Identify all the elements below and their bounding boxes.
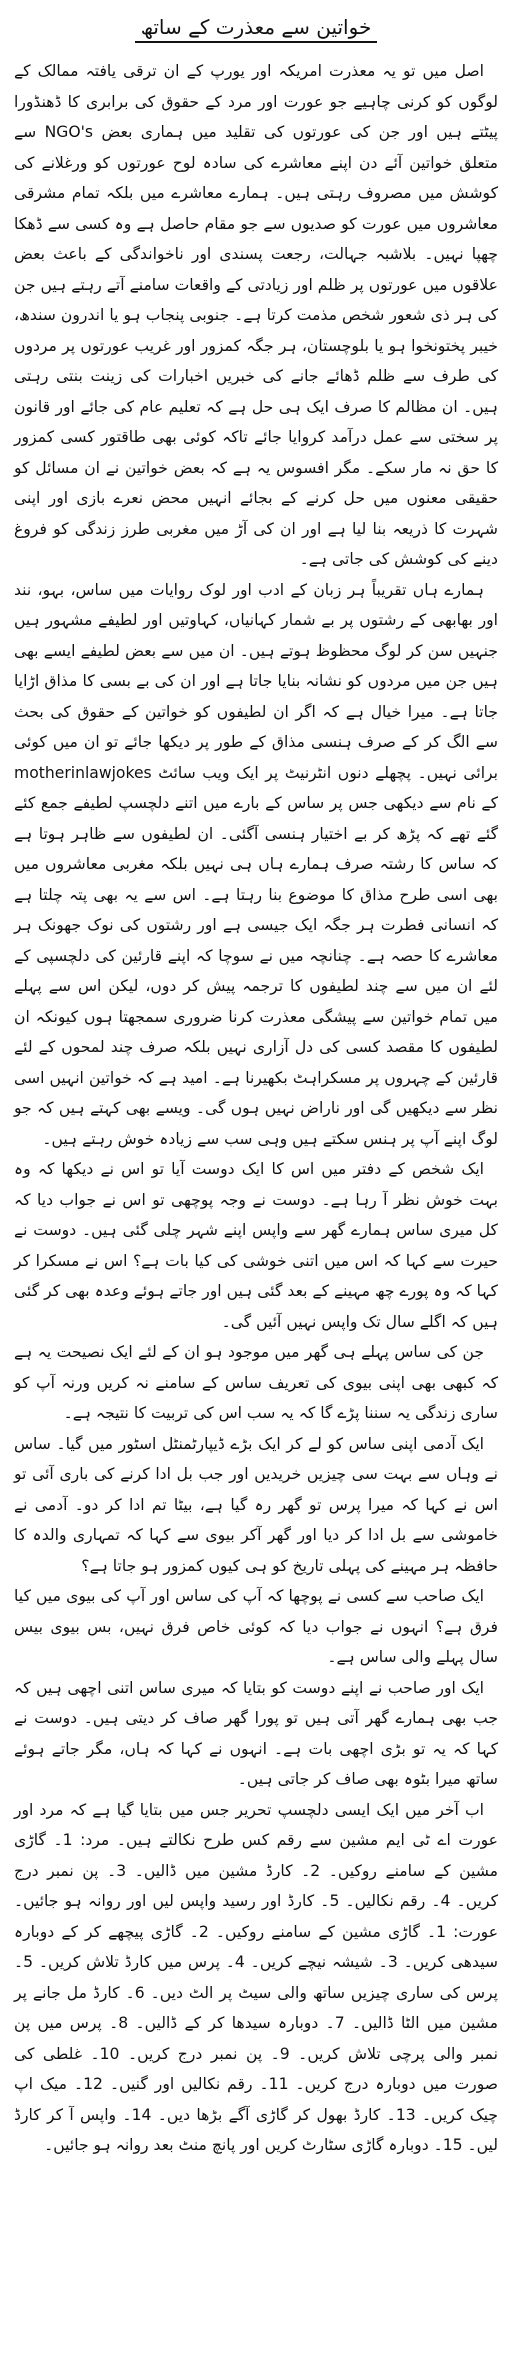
article-paragraph-6: ایک صاحب سے کسی نے پوچھا کہ آپ کی ساس اور آپ کی بیوی میں کیا فرق ہے؟ انہوں نے جواب دیا کہ کوئی خاص فرق نہیں، بس بیوی بیس سال پہلے والی ساس ہے۔ [14, 1587, 498, 1666]
article-paragraph-7: ایک اور صاحب نے اپنے دوست کو بتایا کہ میری ساس اتنی اچھی ہیں کہ جب بھی ہمارے گھر آتی ہیں تو پورا گھر صاف کر دیتی ہیں۔ دوست نے کہا کہ یہ تو بڑی اچھی بات ہے۔ انہوں نے کہا کہ ہاں، مگر جاتے ہوئے ساتھ میرا بٹوہ بھی صاف کر جاتی ہیں۔ [14, 1678, 498, 1788]
article-paragraph-1: اصل میں تو یہ معذرت امریکہ اور یورپ کے ان ترقی یافتہ ممالک کے لوگوں کو کرنی چاہیے جو عورت اور مرد کے حقوق کی برابری کا ڈھنڈورا پیٹتے ہیں اور جن کی عورتوں کی تقلید میں ہماری بعض NGO's سے متعلق خواتین آئے دن اپنے معاشرے کی سادہ لوح عورتوں کو ورغلانے کی کوشش میں مصروف رہتی ہیں۔ ہمارے معاشرے میں بلکہ تمام مشرقی معاشروں میں عورت کو صدیوں سے جو مقام حاصل ہے وہ کسی سے ڈھکا چھپا نہیں۔ بلاشبہ جہالت، رجعت پسندی اور ناخواندگی کے باعث بعض علاقوں میں عورتوں پر ظلم اور زیادتی کے واقعات سامنے آتے رہتے ہیں جن کی ہر ذی شعور شخص مذمت کرتا ہے۔ جنوبی پنجاب ہو یا اندرون سندھ، خیبر پختونخوا ہو یا بلوچستان، ہر جگہ کمزور اور غریب عورتوں پر مردوں کی طرف سے ظلم ڈھائے جانے کی خبریں اخبارات کی زینت بنتی رہتی ہیں۔ ان مظالم کا صرف ایک ہی حل ہے کہ تعلیم عام کی جائے اور قانون پر سختی سے عمل درآمد کروایا جائے تاکہ کوئی بھی طاقتور کسی کمزور کا حق نہ مار سکے۔ مگر افسوس یہ ہے کہ بعض خواتین نے ان مسائل کو حقیقی معنوں میں حل کرنے کے بجائے انہیں محض نعرے بازی اور اپنی شہرت کا ذریعہ بنا لیا ہے اور ان کی آڑ میں مغربی طرز زندگی کو فروغ دینے کی کوشش کی جاتی ہے۔ [14, 62, 498, 568]
article-paragraph-8: اب آخر میں ایک ایسی دلچسپ تحریر جس میں بتایا گیا ہے کہ مرد اور عورت اے ٹی ایم مشین سے رقم کس طرح نکالتے ہیں۔ مرد: 1۔ گاڑی مشین کے سامنے روکیں۔ 2۔ کارڈ مشین میں ڈالیں۔ 3۔ پن نمبر درج کریں۔ 4۔ رقم نکالیں۔ 5۔ کارڈ اور رسید واپس لیں اور روانہ ہو جائیں۔ عورت: 1۔ گاڑی مشین کے سامنے روکیں۔ 2۔ گاڑی پیچھے کر کے دوبارہ سیدھی کریں۔ 3۔ شیشہ نیچے کریں۔ 4۔ پرس میں کارڈ تلاش کریں۔ 5۔ پرس کی ساری چیزیں ساتھ والی سیٹ پر الٹ دیں۔ 6۔ کارڈ مل جانے پر مشین میں الٹا ڈالیں۔ 7۔ دوبارہ سیدھا کر کے ڈالیں۔ 8۔ پرس میں پن نمبر والی پرچی تلاش کریں۔ 9۔ پن نمبر درج کریں۔ 10۔ غلطی کی صورت میں دوبارہ درج کریں۔ 11۔ رقم نکالیں اور گنیں۔ 12۔ میک اپ چیک کریں۔ 13۔ کارڈ بھول کر گاڑی آگے بڑھا دیں۔ 14۔ واپس آ کر کارڈ لیں۔ 15۔ دوبارہ گاڑی سٹارٹ کریں اور پانچ منٹ بعد روانہ ہو جائیں۔ [14, 1800, 499, 2154]
article-title-text: خواتین سے معذرت کے ساتھ [135, 15, 378, 43]
article-title [14, 12, 498, 42]
article-paragraph-2: ہمارے ہاں تقریباً ہر زبان کے ادب اور لوک روایات میں ساس، بہو، نند اور بھابھی کے رشتوں پر بے شمار کہانیاں، کہاوتیں اور لطیفے مشہور ہیں جنہیں سن کر لوگ محظوظ ہوتے ہیں۔ ان میں سے بعض لطیفے ایسے بھی ہیں جن میں مردوں کو نشانہ بنایا جاتا ہے اور ان کی بے بسی کا مذاق اڑایا جاتا ہے۔ میرا خیال ہے کہ اگر ان لطیفوں کو خواتین کے حقوق کی بحث سے الگ کر کے صرف ہنسی مذاق کے طور پر دیکھا جائے تو ان میں کوئی برائی نہیں۔ پچھلے دنوں انٹرنیٹ پر ایک ویب سائٹ motherinlawjokes کے نام سے دیکھی جس پر ساس کے بارے میں اتنے دلچسپ لطیفے جمع کئے گئے تھے کہ پڑھ کر بے اختیار ہنسی آگئی۔ ان لطیفوں سے ظاہر ہوتا ہے کہ ساس کا رشتہ صرف ہمارے ہاں ہی نہیں بلکہ مغربی معاشروں میں بھی اسی طرح مذاق کا موضوع بنا رہتا ہے۔ اس سے یہ بھی پتہ چلتا ہے کہ انسانی فطرت ہر جگہ ایک جیسی ہے اور رشتوں کی نوک جھونک ہر معاشرے کا حصہ ہے۔ چنانچہ میں نے سوچا کہ اپنے قارئین کی دلچسپی کے لئے ان میں سے چند لطیفوں کا ترجمہ پیش کر دوں، لیکن اس سے پہلے میں تمام خواتین سے پیشگی معذرت کرنا ضروری سمجھتا ہوں کیونکہ ان لطیفوں کا مقصد کسی کی دل آزاری نہیں بلکہ صرف چند لمحوں کے لئے قارئین کے چہروں پر مسکراہٹ بکھیرنا ہے۔ امید ہے کہ خواتین انہیں اسی نظر سے دیکھیں گی اور ناراض نہیں ہوں گی۔ ویسے بھی کہتے ہیں کہ جو لوگ اپنے آپ پر ہنس سکتے ہیں وہی سب سے زیادہ خوش رہتے ہیں۔ [14, 580, 498, 1148]
article-paragraph-5: ایک آدمی اپنی ساس کو لے کر ایک بڑے ڈیپارٹمنٹل اسٹور میں گیا۔ ساس نے وہاں سے بہت سی چیزیں خریدیں اور جب بل ادا کرنے کی باری آئی تو اس نے کہا کہ میرا پرس تو گھر رہ گیا ہے، بیٹا تم ادا کر دو۔ آدمی نے خاموشی سے بل ادا کر دیا اور گھر آکر بیوی سے کہا کہ تمہاری والدہ کا حافظہ ہر مہینے کی پہلی تاریخ کو ہی کیوں کمزور ہو جاتا ہے؟ [14, 1434, 498, 1575]
article-paragraph-3: ایک شخص کے دفتر میں اس کا ایک دوست آیا تو اس نے دیکھا کہ وہ بہت خوش نظر آ رہا ہے۔ دوست نے وجہ پوچھی تو اس نے جواب دیا کہ کل میری ساس ہمارے گھر سے واپس اپنے شہر چلی گئی ہیں۔ دوست نے حیرت سے کہا کہ اس میں اتنی خوشی کی کیا بات ہے؟ اس نے مسکرا کر کہا کہ وہ پورے چھ مہینے کے بعد گئی ہیں اور جاتے ہوئے وعدہ بھی کر گئی ہیں کہ اگلے سال تک واپس نہیں آئیں گی۔ [14, 1160, 498, 1331]
article-body [14, 56, 498, 2161]
article-paragraph-4: جن کی ساس پہلے ہی گھر میں موجود ہو ان کے لئے ایک نصیحت یہ ہے کہ کبھی بھی اپنی بیوی کی تعریف ساس کے سامنے نہ کریں ورنہ آپ کو ساری زندگی یہ سننا پڑے گا کہ یہ سب اس کی تربیت کا نتیجہ ہے۔ [14, 1343, 498, 1422]
